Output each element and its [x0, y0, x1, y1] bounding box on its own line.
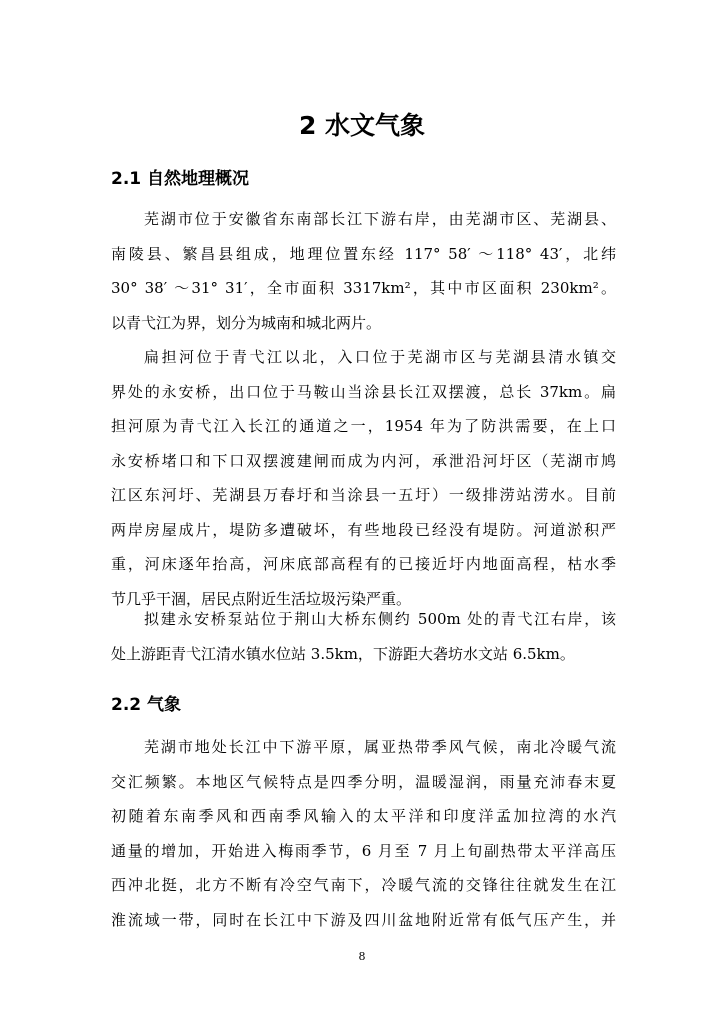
- text-line: 节几乎干涸，居民点附近生活垃圾污染严重。: [111, 589, 412, 608]
- text-line: 担河原为青弋江入长江的通道之一，1954 年为了防洪需要，在上口: [111, 417, 616, 435]
- text-line: 西冲北挺，北方不断有冷空气南下，冷暖气流的交锋往往就发生在江: [111, 876, 616, 894]
- text-line: 处上游距青弋江清水镇水位站 3.5km，下游距大砻坊水文站 6.5km。: [111, 644, 575, 663]
- text-line: 芜湖市位于安徽省东南部长江下游右岸，由芜湖市区、芜湖县、: [144, 210, 616, 228]
- text-line: 芜湖市地处长江中下游平原，属亚热带季风气候，南北冷暖气流: [144, 738, 616, 756]
- text-line: 永安桥堵口和下口双摆渡建闸而成为内河，承泄沿河圩区（芜湖市鸠: [111, 451, 616, 470]
- paragraph-climate: [111, 730, 616, 937]
- section-heading-2-2: 2.2 气象: [111, 695, 182, 715]
- text-line: 通量的增加，开始进入梅雨季节，6 月至 7 月上旬副热带太平洋高压: [111, 841, 616, 860]
- text-line: 江区东河圩、芜湖县万春圩和当涂县一五圩）一级排涝站涝水。目前: [111, 486, 616, 504]
- text-line: 以青弋江为界，划分为城南和城北两片。: [111, 313, 382, 332]
- paragraph-location: [111, 202, 616, 340]
- paragraph-biandan-river: [111, 340, 616, 616]
- paragraph-pump-station: [111, 602, 616, 671]
- text-line: 交汇频繁。本地区气候特点是四季分明，温暖湿润，雨量充沛春末夏: [111, 772, 616, 791]
- text-line: 南陵县、繁昌县组成，地理位置东经 117° 58′ ～118° 43′，北纬: [111, 244, 616, 263]
- chapter-title: 2 水文气象: [298, 111, 426, 140]
- section-heading-2-1: 2.1 自然地理概况: [111, 169, 250, 189]
- text-line: 两岸房屋成片，堤防多遭破坏，有些地段已经没有堤防。河道淤积严: [111, 520, 616, 539]
- text-line: 拟建永安桥泵站位于荆山大桥东侧约 500m 处的青弋江右岸，该: [144, 610, 616, 628]
- text-line: 扁担河位于青弋江以北，入口位于芜湖市区与芜湖县清水镇交: [144, 348, 616, 366]
- text-line: 30° 38′ ～31° 31′，全市面积 3317km²，其中市区面积 230km²。: [111, 279, 616, 297]
- text-line: 淮流域一带，同时在长江中下游及四川盆地附近常有低气压产生，并: [111, 910, 616, 929]
- text-line: 界处的永安桥，出口位于马鞍山当涂县长江双摆渡，总长 37km。扁: [111, 382, 616, 401]
- text-line: 初随着东南季风和西南季风输入的太平洋和印度洋孟加拉湾的水汽: [111, 807, 616, 825]
- page-number: 8: [358, 950, 366, 963]
- text-line: 重，河床逐年抬高，河床底部高程有的已接近圩内地面高程，枯水季: [111, 555, 616, 573]
